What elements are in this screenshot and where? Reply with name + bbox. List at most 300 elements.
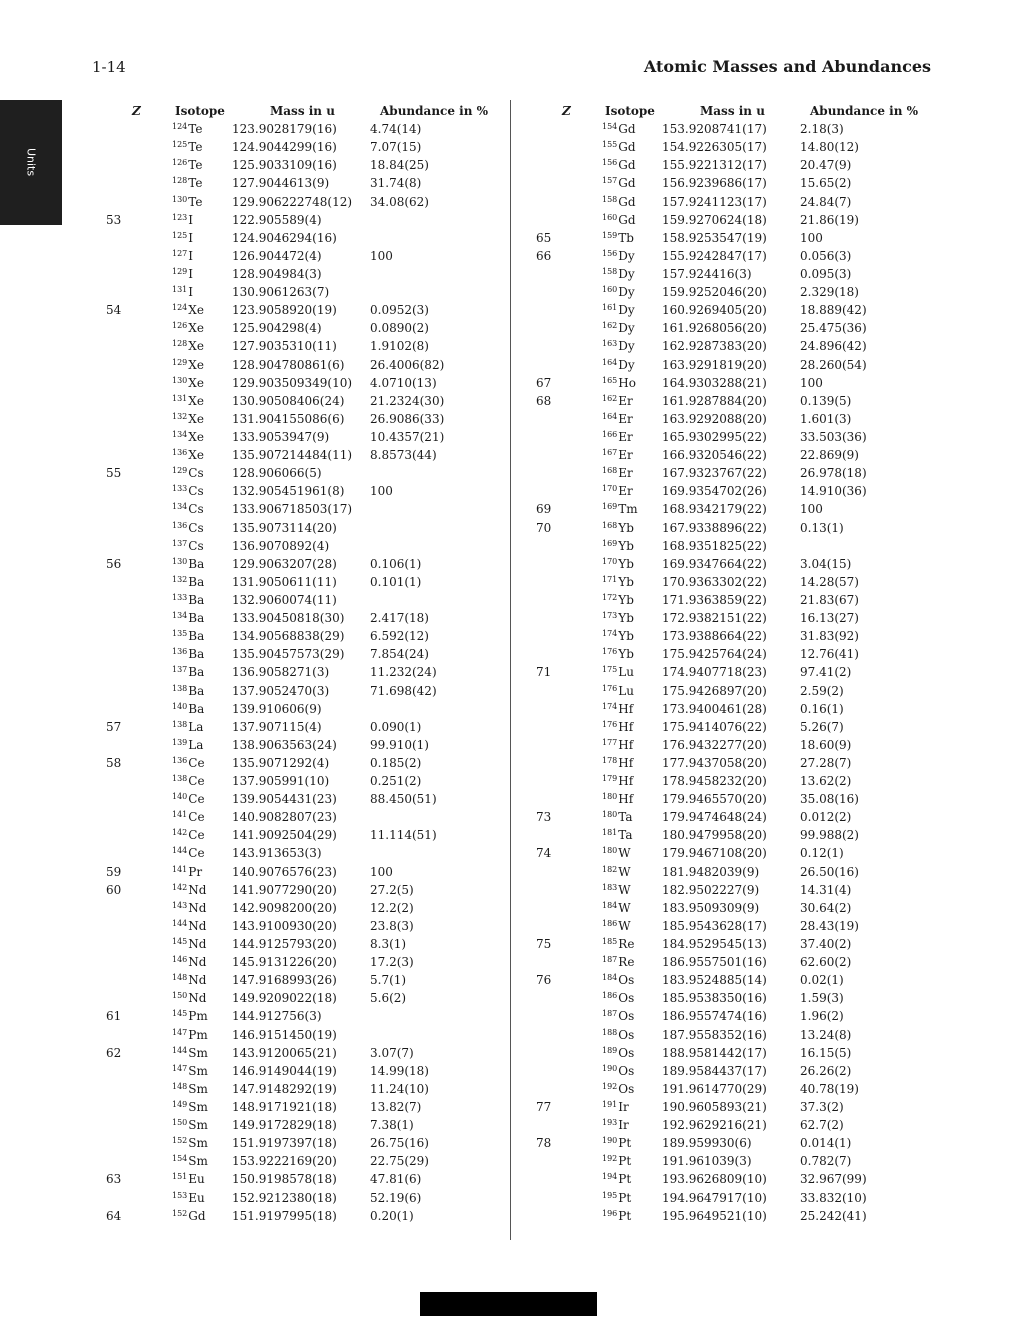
table-row xyxy=(0,138,420,156)
table-row xyxy=(430,1207,867,1225)
isotope-abundance: 10.4357(21) xyxy=(370,429,445,444)
isotope-mass: 128.904780861(6) xyxy=(232,357,345,372)
mass-number: 133 xyxy=(172,592,188,602)
isotope-cell xyxy=(172,374,204,394)
table-row xyxy=(0,844,420,862)
table-row xyxy=(0,1080,429,1098)
isotope-mass: 146.9149044(19) xyxy=(232,1063,337,1078)
isotope-abundance: 2.59(2) xyxy=(800,683,844,698)
mass-number: 125 xyxy=(172,140,188,150)
mass-number: 156 xyxy=(602,158,618,168)
isotope-abundance: 5.26(7) xyxy=(800,719,844,734)
isotope-cell xyxy=(602,682,634,702)
isotope-abundance: 0.014(1) xyxy=(800,1136,852,1151)
mass-number: 170 xyxy=(602,484,618,494)
isotope-abundance: 26.26(2) xyxy=(800,1063,852,1078)
atomic-number: 54 xyxy=(106,303,122,318)
isotope-cell xyxy=(602,356,635,376)
isotope-mass: 143.913653(3) xyxy=(232,846,322,861)
isotope-abundance: 18.84(25) xyxy=(370,158,429,173)
atomic-number: 64 xyxy=(106,1208,122,1223)
element-symbol: Gd xyxy=(618,140,636,155)
element-symbol: Xe xyxy=(188,339,204,354)
isotope-cell xyxy=(172,283,193,303)
isotope-cell xyxy=(602,482,633,502)
mass-number: 144 xyxy=(172,918,188,928)
isotope-abundance: 24.84(7) xyxy=(800,194,852,209)
isotope-abundance: 37.3(2) xyxy=(800,1100,844,1115)
isotope-abundance: 26.978(18) xyxy=(800,466,867,481)
table-row xyxy=(0,863,420,881)
isotope-mass: 175.9425764(24) xyxy=(662,647,767,662)
mass-number: 172 xyxy=(602,592,618,602)
mass-number: 186 xyxy=(602,918,618,928)
isotope-cell xyxy=(602,663,634,683)
running-title: Atomic Masses and Abundances xyxy=(643,57,931,76)
isotope-mass: 165.9302995(22) xyxy=(662,429,767,444)
isotope-cell xyxy=(602,754,633,774)
isotope-mass: 141.9077290(20) xyxy=(232,882,337,897)
isotope-abundance: 27.28(7) xyxy=(800,755,852,770)
isotope-cell xyxy=(602,193,636,213)
isotope-cell xyxy=(172,138,202,158)
element-symbol: Gd xyxy=(618,212,636,227)
isotope-cell xyxy=(172,337,204,357)
isotope-abundance: 13.82(7) xyxy=(370,1100,422,1115)
mass-number: 181 xyxy=(602,828,618,838)
isotope-mass: 131.9050611(11) xyxy=(232,574,337,589)
table-row xyxy=(430,772,850,790)
table-row xyxy=(430,374,850,392)
isotope-abundance: 22.75(29) xyxy=(370,1154,429,1169)
mass-number: 174 xyxy=(602,701,618,711)
mass-number: 148 xyxy=(172,973,188,983)
element-symbol: Nd xyxy=(188,973,207,988)
isotope-cell xyxy=(172,120,202,140)
isotope-abundance: 0.16(1) xyxy=(800,701,844,716)
isotope-abundance: 100 xyxy=(800,230,823,245)
element-symbol: Te xyxy=(188,176,203,191)
table-row xyxy=(430,337,867,355)
table-row xyxy=(430,537,850,555)
isotope-abundance: 88.450(51) xyxy=(370,792,437,807)
table-row xyxy=(0,1170,420,1188)
isotope-cell xyxy=(172,482,204,502)
isotope-cell xyxy=(602,374,636,394)
isotope-mass: 153.9222169(20) xyxy=(232,1154,337,1169)
table-row xyxy=(0,1152,429,1170)
table-row xyxy=(430,211,859,229)
element-symbol: Te xyxy=(188,158,203,173)
isotope-cell xyxy=(172,808,205,828)
table-row xyxy=(430,138,859,156)
isotope-cell xyxy=(602,283,635,303)
atomic-number: 76 xyxy=(536,973,552,988)
isotope-mass: 135.90457573(29) xyxy=(232,647,345,662)
atomic-number: 55 xyxy=(106,466,122,481)
element-symbol: Ce xyxy=(188,810,205,825)
isotope-mass: 129.903509349(10) xyxy=(232,375,353,390)
isotope-cell xyxy=(602,591,634,611)
isotope-mass: 135.907214484(11) xyxy=(232,448,353,463)
table-row xyxy=(0,156,429,174)
atomic-number: 70 xyxy=(536,520,552,535)
element-symbol: Xe xyxy=(188,429,204,444)
atomic-number: 75 xyxy=(536,937,552,952)
isotope-mass: 181.9482039(9) xyxy=(662,864,760,879)
element-symbol: Yb xyxy=(618,647,634,662)
isotope-cell xyxy=(172,1026,208,1046)
isotope-cell xyxy=(172,1152,208,1172)
isotope-cell xyxy=(172,663,204,683)
bottom-bar xyxy=(420,1292,597,1316)
mass-number: 188 xyxy=(602,1027,618,1037)
element-symbol: Er xyxy=(618,411,633,426)
mass-number: 174 xyxy=(602,629,618,639)
isotope-mass: 162.9287383(20) xyxy=(662,339,767,354)
isotope-mass: 158.9253547(19) xyxy=(662,230,767,245)
mass-number: 144 xyxy=(172,1045,188,1055)
isotope-mass: 180.9479958(20) xyxy=(662,828,767,843)
mass-number: 155 xyxy=(602,140,618,150)
isotope-abundance: 5.7(1) xyxy=(370,973,407,988)
isotope-abundance: 14.80(12) xyxy=(800,140,859,155)
element-symbol: Pt xyxy=(618,1208,632,1223)
element-symbol: Re xyxy=(618,955,635,970)
isotope-cell xyxy=(172,1170,205,1190)
atomic-number: 57 xyxy=(106,719,122,734)
element-symbol: Hf xyxy=(618,719,634,734)
mass-number: 184 xyxy=(602,973,618,983)
element-symbol: Dy xyxy=(618,303,635,318)
isotope-mass: 179.9467108(20) xyxy=(662,846,767,861)
isotope-abundance: 11.114(51) xyxy=(370,828,437,843)
table-row xyxy=(430,1170,867,1188)
mass-number: 141 xyxy=(172,810,188,820)
isotope-mass: 159.9252046(20) xyxy=(662,285,767,300)
mass-number: 131 xyxy=(172,285,188,295)
isotope-cell xyxy=(602,174,636,194)
isotope-mass: 126.904472(4) xyxy=(232,248,322,263)
atomic-number: 60 xyxy=(106,882,122,897)
isotope-mass: 136.9070892(4) xyxy=(232,538,330,553)
table-row xyxy=(0,826,437,844)
mass-number: 163 xyxy=(602,339,618,349)
element-symbol: Pm xyxy=(188,1027,208,1042)
isotope-abundance: 26.4006(82) xyxy=(370,357,445,372)
isotope-mass: 189.9584437(17) xyxy=(662,1063,767,1078)
isotope-cell xyxy=(602,247,635,267)
mass-number: 148 xyxy=(172,1081,188,1091)
element-symbol: La xyxy=(188,719,204,734)
element-symbol: Gd xyxy=(618,158,636,173)
isotope-mass: 145.9131226(20) xyxy=(232,955,337,970)
element-symbol: Nd xyxy=(188,882,207,897)
isotope-mass: 143.9120065(21) xyxy=(232,1045,337,1060)
element-symbol: Dy xyxy=(618,357,635,372)
table-row xyxy=(0,410,445,428)
table-row xyxy=(0,663,437,681)
mass-number: 162 xyxy=(602,393,618,403)
element-symbol: Dy xyxy=(618,248,635,263)
isotope-mass: 140.9082807(23) xyxy=(232,810,337,825)
table-row xyxy=(0,446,437,464)
table-row xyxy=(430,283,859,301)
mass-number: 150 xyxy=(172,991,188,1001)
element-symbol: Nd xyxy=(188,900,207,915)
isotope-abundance: 13.24(8) xyxy=(800,1027,852,1042)
isotope-cell xyxy=(172,537,204,557)
mass-number: 160 xyxy=(602,285,618,295)
element-symbol: Ta xyxy=(618,810,633,825)
isotope-mass: 187.9558352(16) xyxy=(662,1027,767,1042)
mass-number: 136 xyxy=(172,755,188,765)
isotope-abundance: 1.96(2) xyxy=(800,1009,844,1024)
table-row xyxy=(0,1007,420,1025)
mass-number: 133 xyxy=(172,484,188,494)
isotope-cell xyxy=(602,1207,631,1227)
isotope-abundance: 0.20(1) xyxy=(370,1208,414,1223)
mass-number: 137 xyxy=(172,665,188,675)
isotope-cell xyxy=(172,1044,208,1064)
mass-number: 168 xyxy=(602,466,618,476)
element-symbol: Pt xyxy=(618,1136,632,1151)
element-symbol: I xyxy=(188,248,194,263)
element-symbol: Gd xyxy=(618,194,636,209)
isotope-mass: 139.9054431(23) xyxy=(232,792,337,807)
isotope-abundance: 4.74(14) xyxy=(370,122,422,137)
isotope-cell xyxy=(602,917,631,937)
table-row xyxy=(0,211,420,229)
table-row xyxy=(0,1062,429,1080)
table-row xyxy=(0,482,420,500)
isotope-mass: 133.9053947(9) xyxy=(232,429,330,444)
isotope-cell xyxy=(172,500,204,520)
isotope-cell xyxy=(172,428,204,448)
isotope-abundance: 0.106(1) xyxy=(370,556,422,571)
table-row xyxy=(0,917,420,935)
mass-number: 168 xyxy=(602,520,618,530)
mass-number: 173 xyxy=(602,611,618,621)
mass-number: 132 xyxy=(172,574,188,584)
isotope-mass: 141.9092504(29) xyxy=(232,828,337,843)
element-symbol: Sm xyxy=(188,1045,208,1060)
isotope-mass: 191.9614770(29) xyxy=(662,1081,767,1096)
isotope-cell xyxy=(602,519,634,539)
isotope-cell xyxy=(172,881,206,901)
isotope-cell xyxy=(172,446,204,466)
mass-number: 176 xyxy=(602,719,618,729)
element-symbol: Nd xyxy=(188,918,207,933)
table-row xyxy=(0,392,445,410)
mass-number: 161 xyxy=(602,303,618,313)
isotope-abundance: 11.232(24) xyxy=(370,665,437,680)
isotope-cell xyxy=(172,700,204,720)
isotope-cell xyxy=(602,464,633,484)
isotope-abundance: 25.475(36) xyxy=(800,321,867,336)
table-row xyxy=(430,265,850,283)
isotope-cell xyxy=(172,718,203,738)
isotope-abundance: 100 xyxy=(370,864,393,879)
isotope-cell xyxy=(172,736,203,756)
isotope-mass: 186.9557501(16) xyxy=(662,955,767,970)
element-symbol: Sm xyxy=(188,1100,208,1115)
atomic-number: 62 xyxy=(106,1045,122,1060)
isotope-cell xyxy=(172,899,206,919)
isotope-abundance: 8.3(1) xyxy=(370,937,407,952)
isotope-mass: 140.9076576(23) xyxy=(232,864,337,879)
isotope-abundance: 0.101(1) xyxy=(370,574,422,589)
isotope-mass: 185.9538350(16) xyxy=(662,991,767,1006)
isotope-mass: 133.906718503(17) xyxy=(232,502,353,517)
mass-number: 135 xyxy=(172,629,188,639)
mass-number: 149 xyxy=(172,1100,188,1110)
isotope-abundance: 47.81(6) xyxy=(370,1172,422,1187)
mass-number: 160 xyxy=(602,212,618,222)
atomic-number: 59 xyxy=(106,864,122,879)
mass-number: 175 xyxy=(602,665,618,675)
atomic-number: 65 xyxy=(536,230,552,245)
isotope-cell xyxy=(602,1189,631,1209)
isotope-mass: 124.9046294(16) xyxy=(232,230,337,245)
mass-number: 138 xyxy=(172,774,188,784)
atomic-number: 58 xyxy=(106,755,122,770)
mass-number: 126 xyxy=(172,158,188,168)
element-symbol: Re xyxy=(618,937,635,952)
isotope-mass: 166.9320546(22) xyxy=(662,448,767,463)
table-row xyxy=(430,609,859,627)
isotope-mass: 175.9426897(20) xyxy=(662,683,767,698)
isotope-abundance: 27.2(5) xyxy=(370,882,414,897)
mass-number: 158 xyxy=(602,194,618,204)
isotope-abundance: 4.0710(13) xyxy=(370,375,437,390)
mass-number: 184 xyxy=(602,900,618,910)
mass-number: 158 xyxy=(602,266,618,276)
table-row xyxy=(430,464,867,482)
mass-number: 136 xyxy=(172,448,188,458)
mass-number: 187 xyxy=(602,1009,618,1019)
element-symbol: Pm xyxy=(188,1009,208,1024)
element-symbol: Nd xyxy=(188,937,207,952)
table-row xyxy=(0,174,420,192)
isotope-abundance: 0.095(3) xyxy=(800,266,852,281)
isotope-mass: 147.9148292(19) xyxy=(232,1081,337,1096)
mass-number: 147 xyxy=(172,1027,188,1037)
isotope-abundance: 0.139(5) xyxy=(800,393,852,408)
mass-number: 166 xyxy=(602,429,618,439)
element-symbol: Sm xyxy=(188,1136,208,1151)
element-symbol: Ho xyxy=(618,375,636,390)
element-symbol: Ta xyxy=(618,828,633,843)
table-row xyxy=(0,1098,420,1116)
isotope-mass: 129.906222748(12) xyxy=(232,194,353,209)
isotope-cell xyxy=(602,1098,629,1118)
isotope-mass: 135.9073114(20) xyxy=(232,520,337,535)
table-row xyxy=(0,718,420,736)
element-symbol: Dy xyxy=(618,285,635,300)
mass-number: 176 xyxy=(602,647,618,657)
table-row xyxy=(0,700,420,718)
element-symbol: Hf xyxy=(618,792,634,807)
element-symbol: Cs xyxy=(188,484,204,499)
isotope-cell xyxy=(172,301,204,321)
isotope-cell xyxy=(172,1189,205,1209)
element-symbol: Xe xyxy=(188,357,204,372)
mass-number: 151 xyxy=(172,1172,188,1182)
table-row xyxy=(430,319,867,337)
isotope-mass: 127.9035310(11) xyxy=(232,339,337,354)
isotope-abundance: 14.31(4) xyxy=(800,882,852,897)
isotope-cell xyxy=(602,718,633,738)
isotope-abundance: 99.988(2) xyxy=(800,828,859,843)
isotope-cell xyxy=(602,826,633,846)
table-row xyxy=(430,392,850,410)
mass-number: 129 xyxy=(172,357,188,367)
table-right xyxy=(430,102,919,1225)
isotope-mass: 173.9400461(28) xyxy=(662,701,767,716)
isotope-cell xyxy=(602,120,636,140)
mass-number: 124 xyxy=(172,122,188,132)
isotope-cell xyxy=(172,1134,208,1154)
header-isotope: Isotope xyxy=(605,104,655,118)
isotope-abundance: 17.2(3) xyxy=(370,955,414,970)
isotope-abundance: 31.74(8) xyxy=(370,176,422,191)
table-row xyxy=(430,301,867,319)
isotope-abundance: 18.889(42) xyxy=(800,303,867,318)
mass-number: 185 xyxy=(602,937,618,947)
atomic-number: 63 xyxy=(106,1172,122,1187)
mass-number: 187 xyxy=(602,955,618,965)
page-number: 1-14 xyxy=(92,58,126,76)
table-row xyxy=(430,428,867,446)
isotope-cell xyxy=(602,1152,631,1172)
isotope-cell xyxy=(172,392,204,412)
element-symbol: Hf xyxy=(618,701,634,716)
isotope-mass: 186.9557474(16) xyxy=(662,1009,767,1024)
element-symbol: Ce xyxy=(188,828,205,843)
table-row xyxy=(430,953,850,971)
table-row xyxy=(0,537,420,555)
isotope-cell xyxy=(602,989,634,1009)
table-row xyxy=(430,700,850,718)
element-symbol: Tb xyxy=(618,230,634,245)
isotope-mass: 124.9044299(16) xyxy=(232,140,337,155)
isotope-cell xyxy=(602,446,633,466)
element-symbol: Ba xyxy=(188,574,205,589)
table-row xyxy=(0,283,420,301)
table-row xyxy=(430,519,850,537)
table-row xyxy=(430,356,867,374)
isotope-cell xyxy=(602,700,633,720)
isotope-mass: 131.904155086(6) xyxy=(232,411,345,426)
table-row xyxy=(0,229,420,247)
isotope-abundance: 8.8573(44) xyxy=(370,448,437,463)
isotope-abundance: 35.08(16) xyxy=(800,792,859,807)
mass-number: 145 xyxy=(172,937,188,947)
mass-number: 154 xyxy=(172,1154,188,1164)
isotope-cell xyxy=(172,265,193,285)
mass-number: 150 xyxy=(172,1118,188,1128)
table-row xyxy=(430,1098,850,1116)
mass-number: 179 xyxy=(602,774,618,784)
element-symbol: Hf xyxy=(618,774,634,789)
isotope-mass: 178.9458232(20) xyxy=(662,774,767,789)
isotope-cell xyxy=(172,519,204,539)
element-symbol: Ba xyxy=(188,665,205,680)
isotope-abundance: 100 xyxy=(370,484,393,499)
table-row xyxy=(430,808,850,826)
isotope-abundance: 7.38(1) xyxy=(370,1118,414,1133)
